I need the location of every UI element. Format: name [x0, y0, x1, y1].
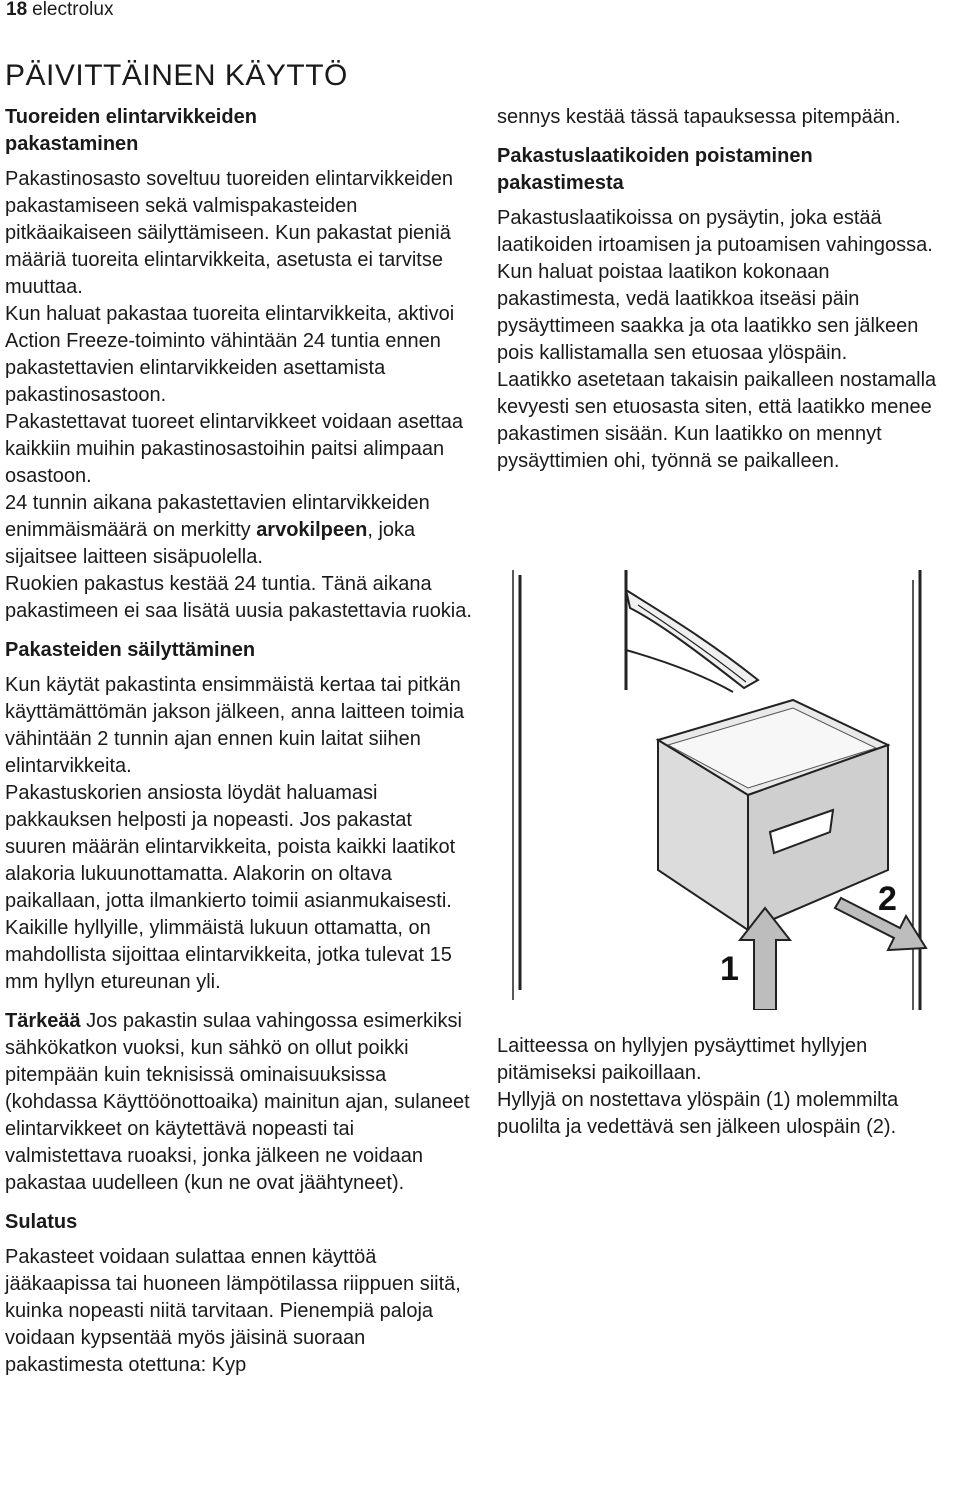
paragraph: sennys kestää tässä tapauksessa pitempään.	[497, 106, 901, 128]
section-heading-drawer-removal	[497, 143, 952, 197]
text-span: Jos pakastin sulaa vahingossa esimerkiksi sähkökatkon vuoksi, kun sähkö on ollut poikki pitempään kuin teknisissä ominaisuuksissa (kohdassa Käyttöönottoaika) mainitun ajan, sulaneet elintarvikkeet on käytettävä nopeasti tai valmistettava ruoaksi, jonka jälkeen ne voidaan pakastaa uudelleen (kun ne ovat jäähtyneet).	[5, 1010, 470, 1194]
bold-term: arvokilpeen	[256, 519, 368, 541]
important-note	[5, 1008, 475, 1197]
text-span: , joka sijaitsee laitteen sisäpuolella.	[5, 519, 416, 568]
paragraph: Laatikko asetetaan takaisin paikalleen nostamalla kevyesti sen etuosasta siten, että laatikko menee pakastimen sisään. Kun laatikko on mennyt pysäyttimien ohi, työnnä se paikalleen.	[497, 369, 937, 472]
heading-line: Tuoreiden elintarvikkeiden	[5, 106, 257, 128]
heading-line: pakastaminen	[5, 133, 139, 155]
brand-name: electrolux	[32, 0, 114, 20]
section-heading-thawing: Sulatus	[5, 1211, 78, 1233]
page-title: PÄIVITTÄINEN KÄYTTÖ	[5, 59, 348, 92]
paragraph: Pakastuslaatikoissa on pysäytin, joka estää laatikoiden irtoamisen ja putoamisen vahingossa. Kun haluat poistaa laatikon kokonaan pakastimesta, vedä laatikkoa itseäsi päin pysäyttimeen saakka ja ota laatikko sen jälkeen pois kallistamalla sen etuosaa ylöspäin.	[497, 207, 933, 364]
figure-label-1: 1	[720, 950, 739, 988]
paragraph: Ruokien pakastus kestää 24 tuntia. Tänä aikana pakastimeen ei saa lisätä uusia pakastettavia ruokia.	[5, 573, 472, 622]
paragraph: Laitteessa on hyllyjen pysäyttimet hyllyjen pitämiseksi paikoillaan.	[497, 1035, 868, 1084]
drawer-illustration	[508, 570, 948, 1010]
left-column	[5, 104, 475, 1379]
figure-caption	[497, 1033, 952, 1141]
paragraph: Pakastinosasto soveltuu tuoreiden elintarvikkeiden pakastamiseen sekä valmispakasteiden pitkäaikaiseen säilyttämiseen. Kun pakastat pieniä määriä tuoreita elintarvikkeita, asetusta ei tarvitse muuttaa.	[5, 168, 454, 298]
paragraph: Hyllyjä on nostettava ylöspäin (1) molemmilta puolilta ja vedettävä sen jälkeen ulospäin (2).	[497, 1089, 899, 1138]
heading-line: Pakastuslaatikoiden poistaminen	[497, 145, 813, 167]
heading-line: pakastimesta	[497, 172, 624, 194]
section-heading-storage: Pakasteiden säilyttäminen	[5, 639, 256, 661]
paragraph: Pakastettavat tuoreet elintarvikkeet voidaan asettaa kaikkiin muihin pakastinosastoihin paitsi alimpaan osastoon.	[5, 411, 464, 487]
page-header	[6, 0, 113, 22]
paragraph: Pakastuskorien ansiosta löydät haluamasi pakkauksen helposti ja nopeasti. Jos pakastat suuren määrän elintarvikkeita, poista kaikki laatikot alakoria lukuunottamatta. Alakorin on oltava paikallaan, jotta ilmankierto toimii asianmukaisesti. Kaikille hyllyille, ylimmäistä lukuun ottamatta, on mahdollista sijoittaa elintarvikkeita, jotka tulevat 15 mm hyllyn etureunan yli.	[5, 782, 456, 993]
paragraph: Pakasteet voidaan sulattaa ennen käyttöä jääkaapissa tai huoneen lämpötilassa riippuen siitä, kuinka nopeasti niitä tarvitaan. Pienempiä paloja voidaan kypsentää myös jäisinä suoraan pakastimesta otettuna: Kyp	[5, 1246, 461, 1376]
right-column	[497, 104, 952, 475]
section-heading-fresh-freezing	[5, 104, 475, 158]
text-span: 24 tunnin aikana pakastettavien elintarvikkeiden enimmäismäärä on merkitty	[5, 492, 430, 541]
page-number: 18	[6, 0, 28, 20]
paragraph: Kun käytät pakastinta ensimmäistä kertaa tai pitkän käyttämättömän jakson jälkeen, anna laitteen toimia vähintään 2 tunnin ajan ennen kuin laitat siihen elintarvikkeita.	[5, 674, 465, 777]
important-label: Tärkeää	[5, 1010, 81, 1032]
paragraph: Kun haluat pakastaa tuoreita elintarvikkeita, aktivoi Action Freeze-toiminto vähintään 24 tuntia ennen pakastettavien elintarvikkeiden asettamista pakastinosastoon.	[5, 303, 455, 406]
paragraph	[5, 490, 475, 571]
figure-label-2: 2	[878, 880, 897, 918]
